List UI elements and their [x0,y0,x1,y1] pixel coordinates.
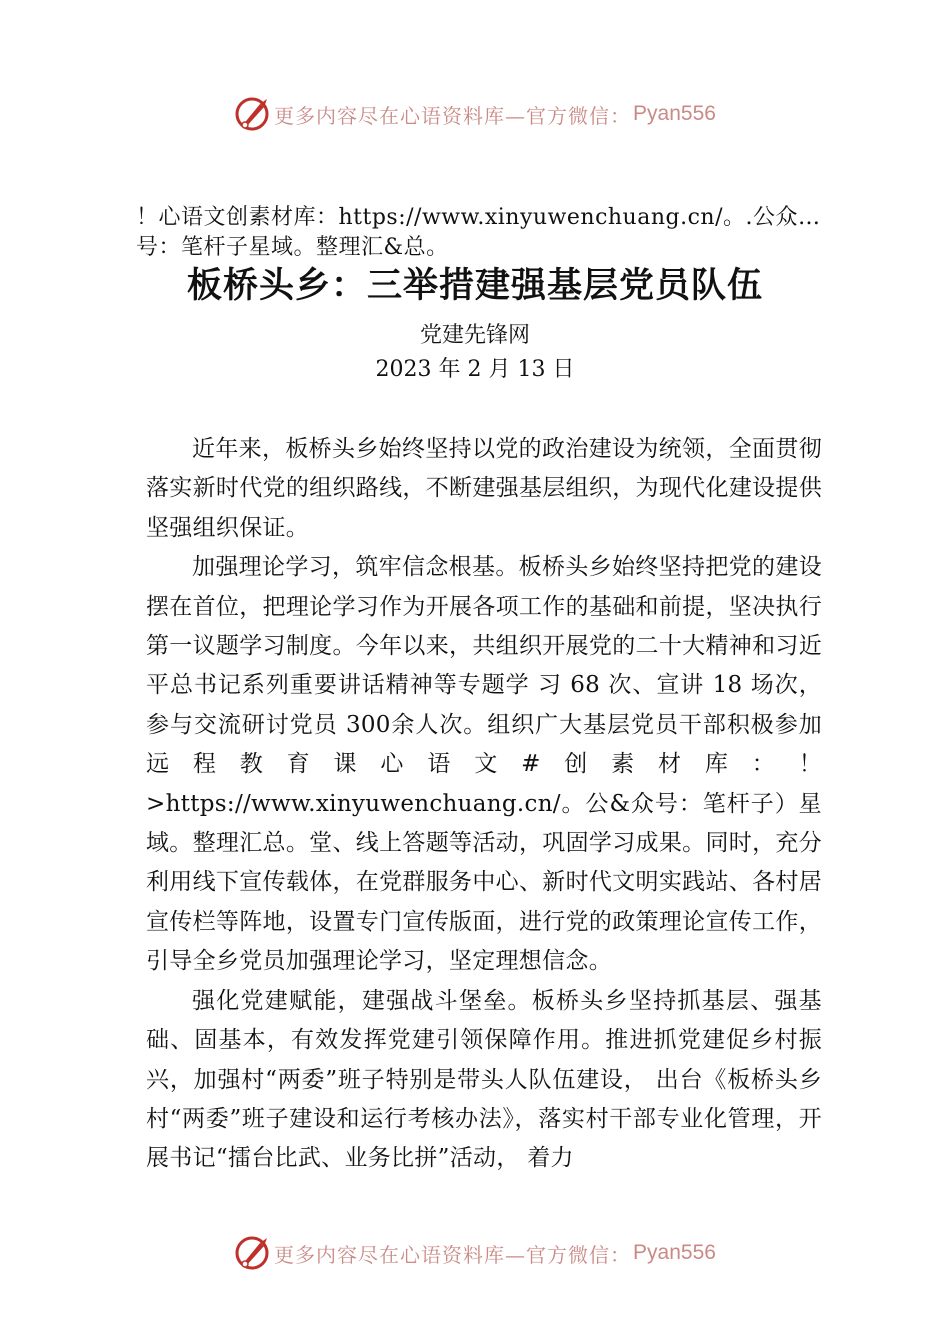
banner-wechat-id: Pyan556 [633,102,716,125]
article-body [146,430,822,1179]
paragraph: 近年来，板桥头乡始终坚持以党的政治建设为统领，全面贯彻落实新时代党的组织路线，不断建强基层组织，为现代化建设提供坚强组织保证。 [146,436,822,541]
footer-watermark-banner [0,1231,950,1275]
paragraph: 强化党建赋能，建强战斗堡垒。板桥头乡坚持抓基层、强基础、固基本，有效发挥党建引领保障作用。推进抓党建促乡村振兴，加强村“两委”班子特别是带头人队伍建设， 出台《板桥头乡村“两委”班子建设和运行考核办法》，落实村干部专业化管理，开展书记“擂台比武、业务比拼”活动， 着力 [146,987,822,1172]
source-note: ！心语文创素材库：https://www.xinyuwenchuang.cn/。.公众…号：笔杆子星域。整理汇&总。 [136,205,821,260]
quill-pen-logo-icon [234,1235,270,1271]
banner-wechat-id: Pyan556 [633,1241,716,1264]
article-title: 板桥头乡：三举措建强基层党员队伍 [186,265,763,306]
paragraph: 加强理论学习，筑牢信念根基。板桥头乡始终坚持把党的建设摆在首位，把理论学习作为开展各项工作的基础和前提，坚决执行第一议题学习制度。今年以来，共组织开展党的二十大精神和习近平总书记系列重要讲话精神等专题学 习 68 次、宣讲 18 场次，参与交流研讨党员 300余人次。组织广大基层党员干部积极参加远程教育课心语文#创素材库：！>https://www.xinyuwenchuang.cn/。公&众号：笔杆子）星域。整理汇总。堂、线上答题等活动，巩固学习成果。同时，充分利用线下宣传载体，在党群服务中心、新时代文明实践站、各村居宣传栏等阵地，设置专门宣传版面，进行党的政策理论宣传工作，引导全乡党员加强理论学习，坚定理想信念。 [146,554,822,975]
article-source: 党建先锋网 [419,323,530,348]
header-watermark-banner [0,92,950,136]
banner-text: 更多内容尽在心语资料库—官方微信： [274,103,632,128]
banner-text: 更多内容尽在心语资料库—官方微信： [274,1242,632,1267]
quill-pen-logo-icon [234,96,270,132]
article-date: 2023 年 2 月 13 日 [375,357,575,382]
